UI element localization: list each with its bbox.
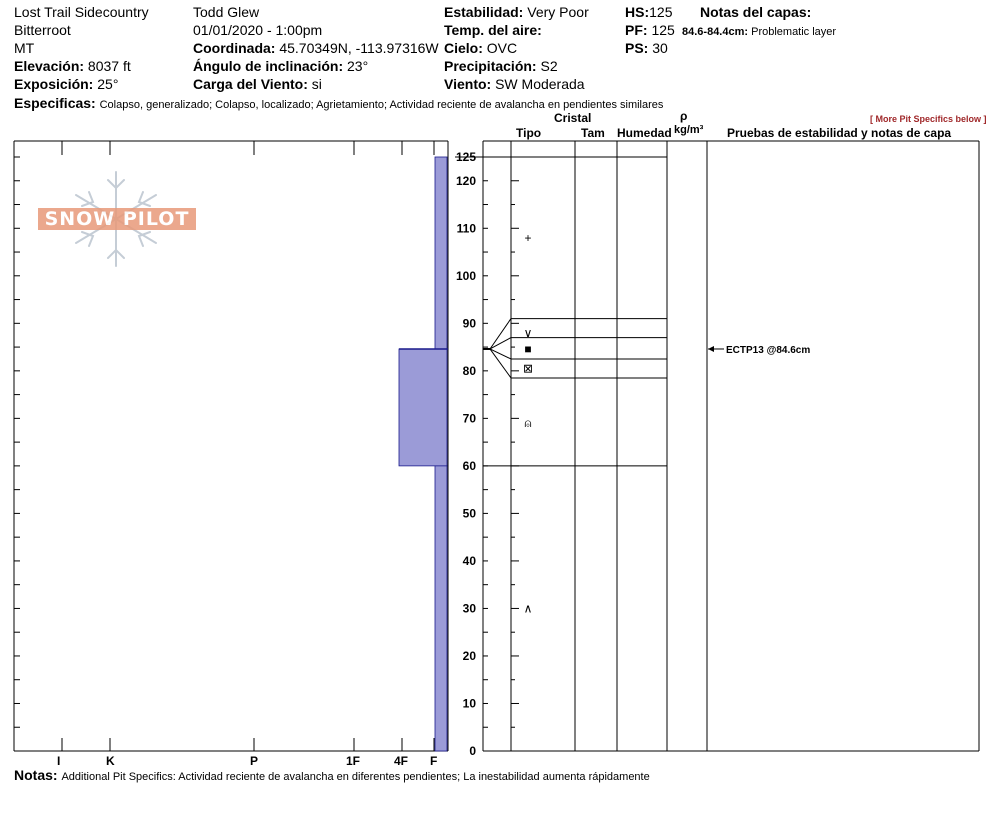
grain-form-symbol: ∨ [523,325,533,340]
notes-field [14,767,650,785]
depth-label: 40 [462,553,476,568]
grain-form-symbol: ⊠ [522,361,534,376]
depth-label: 70 [462,411,476,426]
stability-test-label: ECTP13 @84.6cm [726,344,811,356]
observation-datetime: 01/01/2020 - 1:00pm [193,22,323,38]
wind-value: SW Moderada [495,76,585,92]
state: MT [14,40,35,56]
wind-load-value: si [311,76,322,92]
hardness-label-i: I [57,754,61,768]
air-temp-label: Temp. del aire: [444,22,542,38]
depth-label: 80 [462,363,476,378]
specifics-value: Colapso, generalizado; Colapso, localizado; Agrietamiento; Actividad reciente de avalancha en pendientes similares [99,99,664,111]
location-name: Lost Trail Sidecountry [14,4,149,20]
aspect-value: 25° [97,76,119,92]
precip-value: S2 [540,58,558,74]
layer-note-range: 84.6-84.4cm: [682,26,749,38]
hardness-layer-bar [435,157,447,349]
stability-test-arrowhead [708,346,714,352]
notes-label: Notas: [14,767,58,783]
elevation-value: 8037 ft [87,58,131,74]
hardness-label-p: P [250,754,259,768]
col-cristal: Cristal [554,111,592,125]
observer-name: Todd Glew [193,4,260,20]
col-tipo: Tipo [516,126,542,140]
grain-form-symbol: ■ [524,341,532,356]
coordinates-value: 45.70349N, -113.97316W [279,40,439,56]
hardness-layer-bar [435,466,447,751]
incline-value: 23° [347,58,369,74]
hs-value: 125 [649,4,673,20]
depth-label: 20 [462,648,476,663]
incline-label: Ángulo de inclinación: [193,58,344,74]
depth-label: 0 [469,744,476,758]
depth-label: 100 [455,268,476,283]
layer-fan-line [490,319,511,349]
logo-wordmark: SNOW PILOT [38,208,196,230]
depth-label: 30 [462,601,476,616]
hardness-label-f: F [430,754,438,768]
grain-form-symbol: ⍝ [524,416,532,431]
grain-form-symbol: + [524,230,532,245]
layer-fan-line [490,349,511,378]
depth-label: 120 [455,173,476,188]
hardness-label-4f: 4F [394,754,409,768]
layer-note-text: Problematic layer [751,26,837,38]
elevation-label: Elevación: [14,58,85,74]
depth-label: 50 [462,506,476,521]
depth-label: 110 [456,221,476,236]
precip-label: Precipitación: [444,58,537,74]
col-tam: Tam [581,126,605,140]
wind-load-label: Carga del Viento: [193,76,308,92]
sky-value: OVC [486,40,518,56]
hs-label: HS: [625,4,650,20]
pf-label: PF: [625,22,648,38]
wind-label: Viento: [444,76,492,92]
col-density-unit: kg/m³ [674,124,704,136]
sky-label: Cielo: [444,40,483,56]
stability-label: Estabilidad: [444,4,524,20]
pf-value: 125 [651,22,675,38]
hardness-label-k: K [106,754,115,768]
layer-notes-label: Notas del capas: [700,4,812,20]
mountain-range: Bitterroot [14,22,71,38]
ps-label: PS: [625,40,649,56]
layer-fan-line [490,338,511,349]
depth-label: 90 [462,316,476,331]
col-rho: ρ [680,109,688,123]
depth-label: 10 [462,696,476,711]
stability-value: Very Poor [527,4,589,20]
grain-form-symbol: ∧ [523,601,533,616]
depth-label: 60 [462,458,476,473]
more-specifics-link[interactable]: [ More Pit Specifics below ] [870,114,987,124]
notes-value: Additional Pit Specifics: Actividad reciente de avalancha en diferentes pendientes; La inestabilidad aumenta rápidamente [61,771,650,783]
depth-label: 125 [455,150,476,164]
ps-value: 30 [652,40,668,56]
col-humedad: Humedad [617,126,672,140]
specifics-label: Especificas: [14,95,96,111]
col-tests: Pruebas de estabilidad y notas de capa [727,126,952,140]
aspect-label: Exposición: [14,76,94,92]
hardness-label-1f: 1F [346,754,361,768]
coordinates-label: Coordinada: [193,40,276,56]
hardness-layer-bar [399,349,447,466]
